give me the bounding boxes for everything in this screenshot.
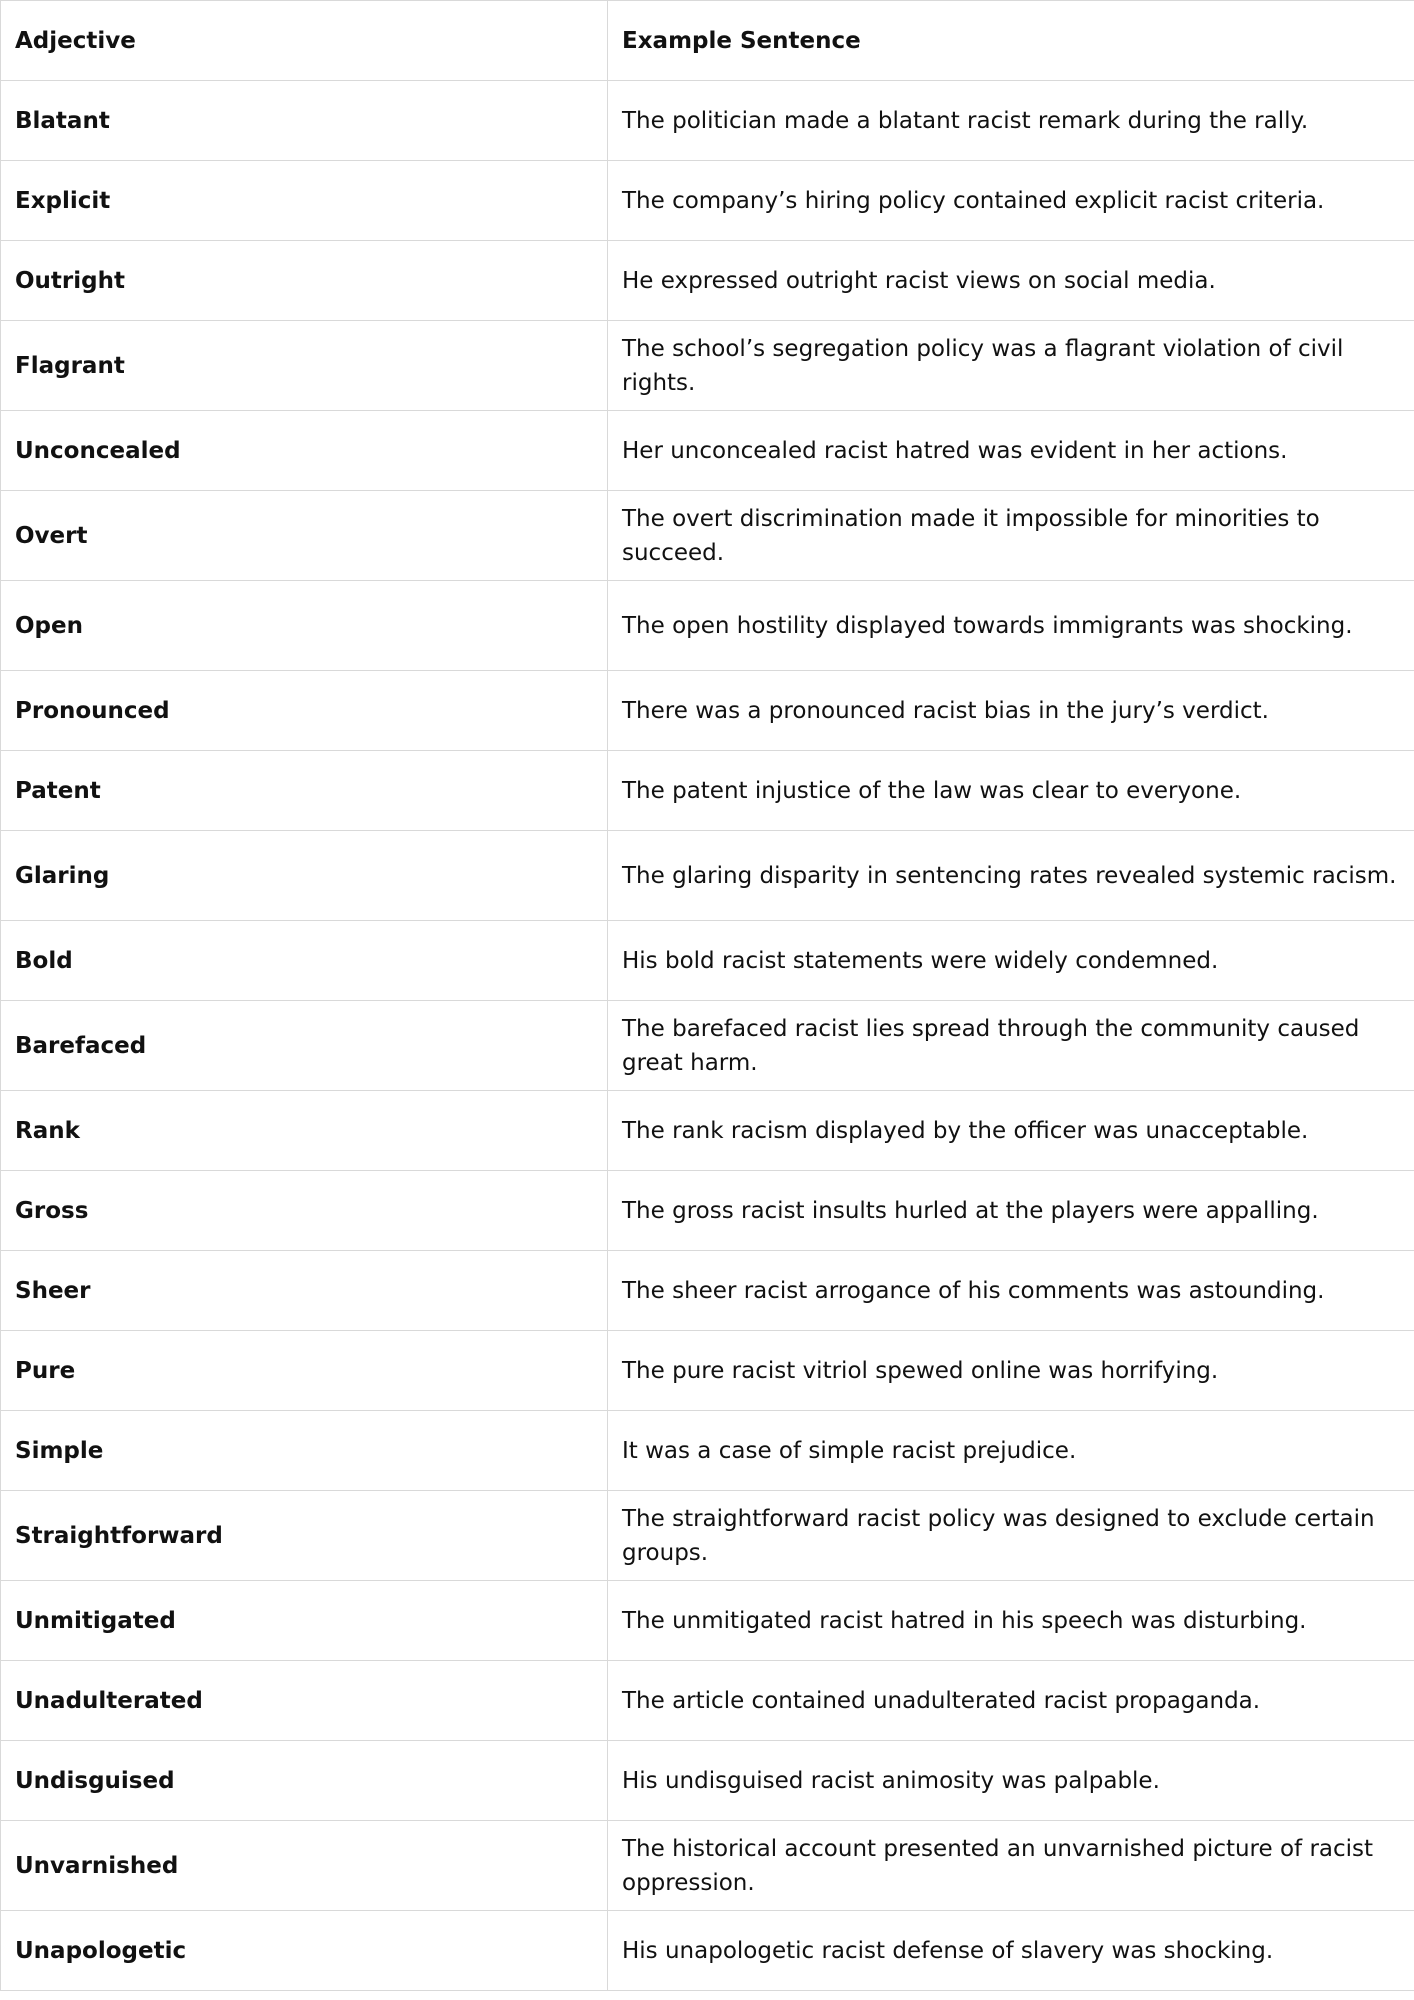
adjective-cell: Pronounced — [1, 671, 608, 751]
sentence-cell: The school’s segregation policy was a flagrant violation of civil rights. — [608, 321, 1414, 411]
sentence-cell: His undisguised racist animosity was palpable. — [608, 1741, 1414, 1821]
table-row — [1, 1001, 1414, 1091]
table-row — [1, 1331, 1414, 1411]
sentence-cell: The sheer racist arrogance of his comments was astounding. — [608, 1251, 1414, 1331]
table-row — [1, 1911, 1414, 1991]
table-row — [1, 1091, 1414, 1171]
sentence-cell: The company’s hiring policy contained explicit racist criteria. — [608, 161, 1414, 241]
table-row — [1, 321, 1414, 411]
table-header-row — [1, 1, 1414, 81]
sentence-cell: The open hostility displayed towards immigrants was shocking. — [608, 581, 1414, 671]
sentence-cell: The patent injustice of the law was clear to everyone. — [608, 751, 1414, 831]
table-row — [1, 671, 1414, 751]
sentence-cell: There was a pronounced racist bias in the jury’s verdict. — [608, 671, 1414, 751]
table-body — [1, 81, 1414, 1991]
adjective-cell: Simple — [1, 1411, 608, 1491]
table-row — [1, 1741, 1414, 1821]
adjective-cell: Unadulterated — [1, 1661, 608, 1741]
table-row — [1, 491, 1414, 581]
adjective-cell: Flagrant — [1, 321, 608, 411]
adjective-cell: Undisguised — [1, 1741, 608, 1821]
sentence-cell: The article contained unadulterated racist propaganda. — [608, 1661, 1414, 1741]
table-row — [1, 921, 1414, 1001]
adjective-cell: Sheer — [1, 1251, 608, 1331]
adjective-cell: Straightforward — [1, 1491, 608, 1581]
table-row — [1, 161, 1414, 241]
adjective-cell: Unapologetic — [1, 1911, 608, 1991]
adjective-cell: Rank — [1, 1091, 608, 1171]
table-row — [1, 1661, 1414, 1741]
sentence-cell: The glaring disparity in sentencing rates revealed systemic racism. — [608, 831, 1414, 921]
adjective-cell: Explicit — [1, 161, 608, 241]
table-row — [1, 831, 1414, 921]
adjective-cell: Barefaced — [1, 1001, 608, 1091]
header-adjective: Adjective — [1, 1, 608, 81]
table-row — [1, 1821, 1414, 1911]
adjective-cell: Open — [1, 581, 608, 671]
adjective-cell: Outright — [1, 241, 608, 321]
adjective-cell: Pure — [1, 1331, 608, 1411]
sentence-cell: The politician made a blatant racist remark during the rally. — [608, 81, 1414, 161]
adjective-cell: Gross — [1, 1171, 608, 1251]
adjective-cell: Unconcealed — [1, 411, 608, 491]
adjective-cell: Patent — [1, 751, 608, 831]
table-row — [1, 1251, 1414, 1331]
adjective-cell: Overt — [1, 491, 608, 581]
adjective-cell: Bold — [1, 921, 608, 1001]
adjective-cell: Unmitigated — [1, 1581, 608, 1661]
sentence-cell: The gross racist insults hurled at the players were appalling. — [608, 1171, 1414, 1251]
sentence-cell: Her unconcealed racist hatred was evident in her actions. — [608, 411, 1414, 491]
table-row — [1, 1411, 1414, 1491]
header-example-sentence: Example Sentence — [608, 1, 1414, 81]
adjective-cell: Glaring — [1, 831, 608, 921]
table-row — [1, 81, 1414, 161]
sentence-cell: His bold racist statements were widely condemned. — [608, 921, 1414, 1001]
table-row — [1, 581, 1414, 671]
table-row — [1, 411, 1414, 491]
adjective-cell: Blatant — [1, 81, 608, 161]
sentence-cell: The unmitigated racist hatred in his speech was disturbing. — [608, 1581, 1414, 1661]
sentence-cell: The pure racist vitriol spewed online was horrifying. — [608, 1331, 1414, 1411]
sentence-cell: The straightforward racist policy was designed to exclude certain groups. — [608, 1491, 1414, 1581]
sentence-cell: The rank racism displayed by the officer was unacceptable. — [608, 1091, 1414, 1171]
sentence-cell: The overt discrimination made it impossible for minorities to succeed. — [608, 491, 1414, 581]
table-row — [1, 241, 1414, 321]
sentence-cell: He expressed outright racist views on social media. — [608, 241, 1414, 321]
adjective-cell: Unvarnished — [1, 1821, 608, 1911]
sentence-cell: The historical account presented an unvarnished picture of racist oppression. — [608, 1821, 1414, 1911]
table-row — [1, 1581, 1414, 1661]
table-row — [1, 1171, 1414, 1251]
sentence-cell: The barefaced racist lies spread through the community caused great harm. — [608, 1001, 1414, 1091]
sentence-cell: His unapologetic racist defense of slavery was shocking. — [608, 1911, 1414, 1991]
table-row — [1, 1491, 1414, 1581]
table-row — [1, 751, 1414, 831]
sentence-cell: It was a case of simple racist prejudice. — [608, 1411, 1414, 1491]
